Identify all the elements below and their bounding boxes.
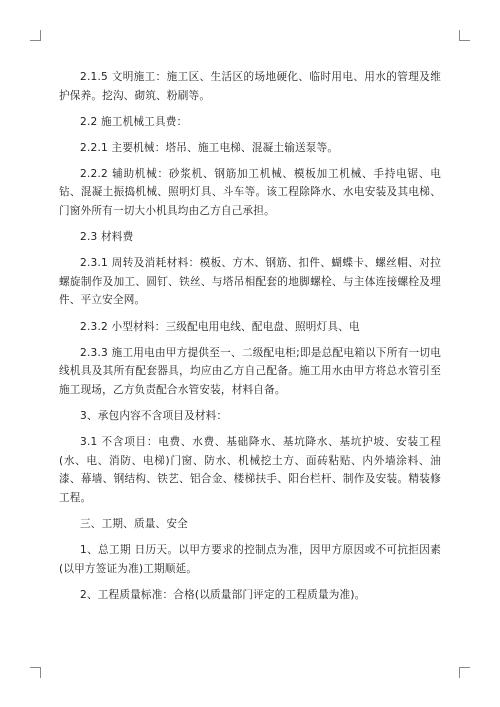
paragraph-turnover-materials: 2.3.1 周转及消耗材料：模板、方木、钢筋、扣件、蝴蝶卡、螺丝帽、对拉螺旋制作及加工、圆钉、铁丝、与塔吊相配套的地脚螺栓、与主体连接螺栓及埋件、平立安全网。 <box>59 257 441 307</box>
paragraph-excluded-list: 3.1 不含项目：电费、水费、基础降水、基坑降水、基坑护坡、安装工程(水、电、消防、电梯)门窗、防水、机械挖土方、面砖粘贴、内外墙涂料、油漆、幕墙、钢结构、铁艺、铝合金、楼梯扶手、阳台栏杆、制作及安装。精装修工程。 <box>59 436 441 504</box>
paragraph-main-machinery: 2.2.1 主要机械：塔吊、施工电梯、混凝土输送泵等。 <box>80 141 339 154</box>
heading-material-cost: 2.3 材料费 <box>80 231 134 244</box>
crop-mark-bottom-right <box>459 667 470 678</box>
paragraph-power-water-supply: 2.3.3 施工用电由甲方提供至一、二级配电柜;即是总配电箱以下所有一切电线机具及其所有配套器具，均应由乙方自己配备。施工用水由甲方将总水管引至施工现场，乙方负责配合水管安装，材料自备。 <box>59 346 441 396</box>
heading-machinery-cost: 2.2 施工机械工具费： <box>80 115 188 128</box>
crop-mark-top-right <box>459 30 470 41</box>
paragraph-civilized-construction: 2.1.5 文明施工：施工区、生活区的场地硬化、临时用电、用水的管理及维护保养。挖沟、砌筑、粉刷等。 <box>59 71 441 102</box>
paragraph-auxiliary-machinery: 2.2.2 辅助机械：砂浆机、钢筋加工机械、模板加工机械、手持电锯、电钻、混凝土振捣机械、照明灯具、斗车等。该工程除降水、水电安装及其电梯、门窗外所有一切大小机具均由乙方自己承担。 <box>59 167 441 218</box>
crop-mark-top-left <box>30 30 41 41</box>
paragraph-total-duration: 1、总工期 日历天。以甲方要求的控制点为准，因甲方原因或不可抗拒因素(以甲方签证为准)工期顺延。 <box>59 543 441 575</box>
paragraph-quality-standard: 2、工程质量标准：合格(以质量部门评定的工程质量为准)。 <box>80 588 366 601</box>
heading-schedule-quality-safety: 三、工期、质量、安全 <box>80 517 188 530</box>
paragraph-small-materials: 2.3.2 小型材料：三级配电用电线、配电盘、照明灯具、电 <box>80 320 360 333</box>
heading-excluded-items: 3、承包内容不含项目及材料： <box>80 409 228 422</box>
document-body <box>59 68 441 612</box>
crop-mark-bottom-left <box>30 667 41 678</box>
